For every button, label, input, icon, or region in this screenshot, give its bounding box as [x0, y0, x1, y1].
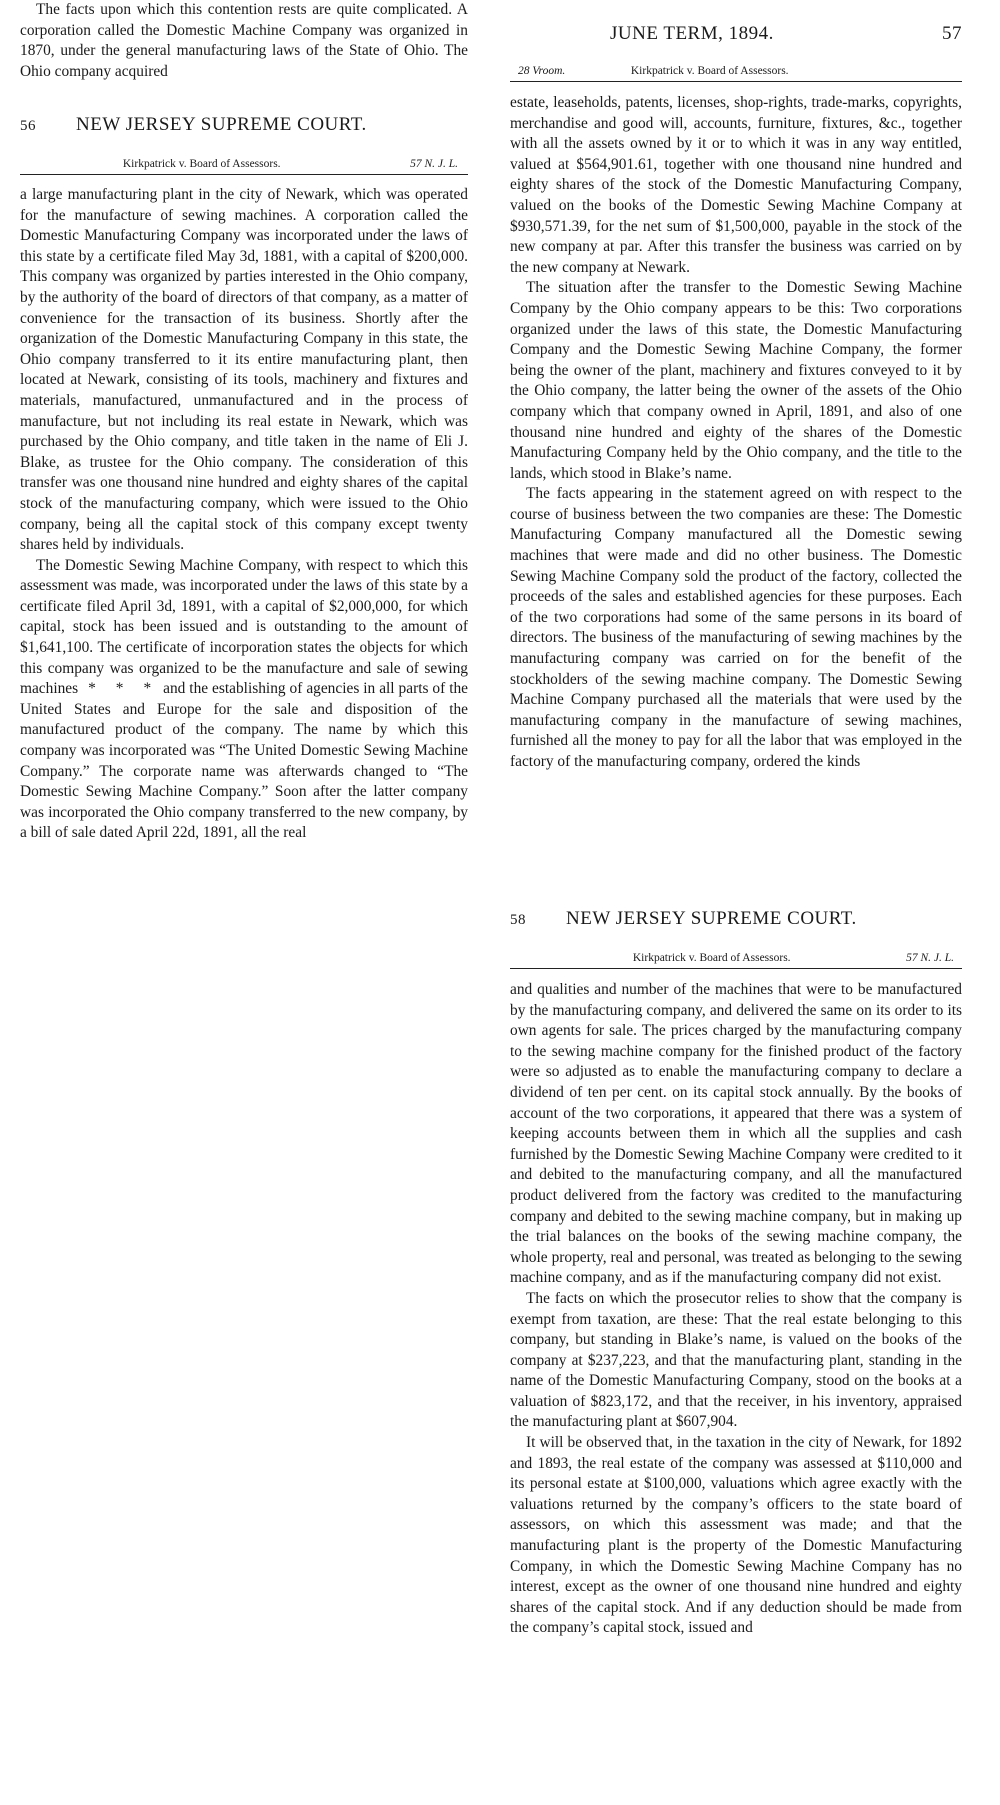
page57-running-head: [510, 65, 962, 82]
citation: 57 N. J. L.: [906, 952, 954, 964]
page58-body: [510, 980, 962, 1639]
case-title: Kirkpatrick v. Board of Assessors.: [630, 65, 789, 77]
paragraph: It will be observed that, in the taxation in the city of Newark, for 1892 and 1893, the real estate of the company was assessed at $110,000 and its personal estate at $100,000, valuations which agree exactly with the valuations returned by the company’s officers to the state board of assessors, on which this assessment was made; and that the manufacturing plant is the property of the Domestic Manufacturing Company, in which the Domestic Sewing Machine Company has no interest, except as the owner of one thousand nine hundred and eighty shares of the capital stock. And if any deduction should be made from the company’s capital stock, issued and: [510, 1434, 962, 1637]
paragraph: The facts on which the prosecutor relies to show that the company is exempt from taxation, are these: That the real estate belonging to this company, but standing in Blake’s name, is valued on the books of the company at $237,223, and that the manufacturing plant, standing in the name of the Domestic Manufacturing Company, stood on the books at a valuation of $823,172, and that the receiver, in his inventory, appraised the manufacturing plant at $607,904.: [510, 1289, 962, 1431]
page56-running-head: [20, 158, 468, 175]
page56-header: [20, 114, 468, 136]
page58-header: [510, 908, 962, 930]
page56-body: [20, 185, 468, 844]
page-number: 58: [510, 912, 526, 928]
paragraph: a large manufacturing plant in the city of Newark, which was operated for the manufacture of sewing machines. A corporation called the Domestic Manufacturing Company was incorporated under the laws of this state by a certificate filed May 3d, 1881, with a capital of $200,000. This company was organized by parties interested in the Ohio company, by the authority of the board of directors of that company, as a matter of convenience for the transaction of its business. Shortly after the organization of the Domestic Manufacturing Company in this state, the Ohio company transferred to it its entire manufacturing plant, then located at Newark, consisting of its tools, machinery and fixtures and materials, manufactured, unmanufactured and in the process of manufacture, but not including its real estate in Newark, which was purchased by the Ohio company, and title taken in the name of Eli J. Blake, as trustee for the Ohio company. The consideration of this transfer was one thousand nine hundred and eighty shares of the capital stock of the manufacturing company, which were issued to the Ohio company, being all the capital stock of this company except twenty shares held by individuals.: [20, 186, 468, 554]
paragraph: The facts appearing in the statement agreed on with respect to the course of business between the two companies are these: The Domestic Manufacturing Company manufactured all the Domestic sewing machines that were made and did no other business. The Domestic Sewing Machine Company sold the product of the factory, collected the proceeds of the sales and established agencies for these purposes. Each of the two corporations had some of the same persons in its board of directors. The business of the manufacturing of sewing machines by the manufacturing company was carried on for the benefit of the stockholders of the sewing machine company. The Domestic Sewing Machine Company purchased all the materials that were used by the manufacturing company in the manufacture of sewing machines, furnished all the money to pay for all the labor that was employed in the factory of the manufacturing company, ordered the kinds: [510, 485, 962, 770]
page58-running-head: [510, 952, 962, 969]
page-number: 56: [20, 118, 36, 134]
page57-body: [510, 93, 962, 773]
page-number: 57: [942, 23, 962, 44]
court-title: NEW JERSEY SUPREME COURT.: [76, 114, 367, 135]
ellipsis-stars: * * *: [88, 680, 160, 698]
court-title: NEW JERSEY SUPREME COURT.: [566, 908, 857, 929]
paragraph: The Domestic Sewing Machine Company, with respect to which this assessment was made, was incorporated under the laws of this state by a certificate filed April 3d, 1891, with a capital of $2,000,000, for which capital, stock has been issued and is outstanding to the amount of $1,641,100. The certificate of incorporation states the objects for which this company was organized to be the manufacture and sale of sewing machines * * * and the establishing of agencies in all parts of the United States and Europe for the sale and disposition of the manufactured product of the company. The name by which this company was incorporated was “The United Domestic Sewing Machine Company.” The corporate name was afterwards changed to “The Domestic Sewing Machine Company.” Soon after the latter company was incorporated the Ohio company transferred to the new company, by a bill of sale dated April 22d, 1891, all the real: [20, 556, 469, 842]
paragraph: and qualities and number of the machines that were to be manufactured by the manufacturing company, and delivered the same on its order to its own agents for sale. The prices charged by the manufacturing company to the sewing machine company for the finished product of the factory were so adjusted as to enable the manufacturing company to declare a dividend of ten per cent. on its capital stock annually. By the books of account of the two corporations, it appeared that there was a system of keeping accounts between them in which all the supplies and cash furnished by the Domestic Sewing Machine Company were credited to it and debited to the manufacturing company, and all the manufactured product delivered from the factory was credited to the manufacturing company and debited to the sewing machine company, but in making up the trial balances on the books of the sewing machine company, the whole property, real and personal, was treated as belonging to the sewing machine company, and as if the manufacturing company did not exist.: [510, 981, 962, 1287]
case-title: Kirkpatrick v. Board of Assessors.: [122, 158, 281, 170]
case-title: Kirkpatrick v. Board of Assessors.: [632, 952, 791, 964]
vroom-reference: 28 Vroom.: [518, 65, 566, 77]
paragraph: estate, leaseholds, patents, licenses, shop-rights, trade-marks, copyrights, merchandise and good will, accounts, furniture, fixtures, &c., together with all the assets owned by it or to which it was in any way entitled, valued at $564,901.61, together with one thousand nine hundred and eighty shares of the stock of the Domestic Manufacturing Company, valued on the books of the Domestic Sewing Machine Company at $930,571.39, for the net sum of $1,500,000, payable in the stock of the new company at par. After this transfer the business was carried on by the new company at Newark.: [510, 94, 962, 276]
paragraph: The situation after the transfer to the Domestic Sewing Machine Company by the Ohio company appears to be this: Two corporations organized under the laws of this state, the Domestic Manufacturing Company and the Domestic Sewing Machine Company, the former being the owner of the plant, machinery and fixtures conveyed to it by the Ohio company, the latter being the owner of the assets of the Ohio company which that company owned in April, 1891, and also of one thousand nine hundred and eighty of the shares of the Domestic Manufacturing Company held by the Ohio company, and the title to the lands, which stood in Blake’s name.: [510, 279, 962, 482]
page55-continuation: [20, 0, 468, 82]
citation: 57 N. J. L.: [410, 158, 458, 170]
term-title: JUNE TERM, 1894.: [610, 23, 774, 44]
page57-header: [510, 23, 962, 45]
paragraph: The facts upon which this contention rests are quite complicated. A corporation called the Domestic Machine Company was organized in 1870, under the general manufacturing laws of the State of Ohio. The Ohio company acquired: [20, 1, 468, 80]
